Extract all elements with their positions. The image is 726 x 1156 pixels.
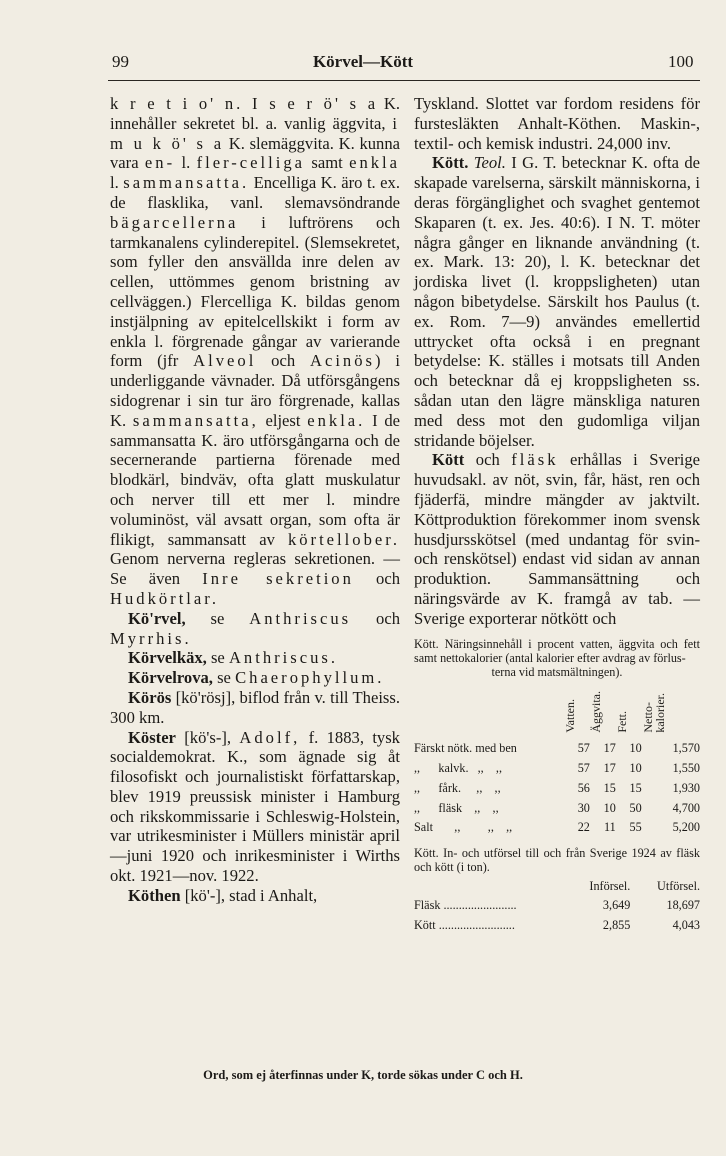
table-row: ,, fläsk ,, ,, 30 10 50 4,700 [414,800,700,815]
nutrition-table-caption-end: terna vid matsmältningen). [491,664,623,679]
table-row: Salt ,, ,, ,, 22 11 55 5,200 [414,820,700,835]
trade-table [414,877,700,936]
entry-kott-teol: Kött. Teol. I G. T. betecknar K. ofta de skapade varelserna, särskilt människorna, i deras förgänglighet och svaghet gentemot Skaparen (t. ex. Jes. 40:6). I N. T. möter några gånger en liknande användning (t. ex. Mark. 13: 20), l. K. betecknar det jordiska livet (l. kroppsligheten) utan någon bibetydelse. Särskilt hos Paulus (t. ex. Rom. 7—9) användes emellertid uttrycket ofta också i en pregnant betydelse: K. ställes i motsats till Anden och betecknar då ej kroppsligheten ss. sådan utan den lägre mänskliga naturen med dess mot den gudomliga viljan stridande böjelser. [414,153,700,450]
left-column [110,94,400,906]
table-row: ,, fårk. ,, ,, 56 15 15 1,930 [414,780,700,795]
page-number-left: 99 [112,52,129,71]
column-header-vatten: Vatten. [563,698,577,733]
column-header-import: Införsel. [589,878,631,893]
column-header-aggvita: Äggvita. [588,690,603,733]
right-column [414,94,700,936]
table-row: Kött ......................... 2,855 4,043 [414,918,700,933]
page-number-right: 100 [668,52,694,71]
entry-korvelkax: Körvelkäx, se Anthriscus. [128,648,338,668]
entry-korvel: Kö'rvel, se Anthriscus och Myrrhis. [110,608,400,648]
entry-korvelrova: Körvelrova, se Chaerophyllum. [128,668,385,688]
nutrition-table [414,683,700,838]
trade-table-caption: Kött. In- och utförsel till och från Sverige 1924 av fläsk och kött (i ton). [414,846,700,875]
running-head: Körvel—Kött [312,52,414,71]
entry-kott-och-flask: Kött och fläsk erhållas i Sverige huvudsakl. av nöt, svin, får, häst, ren och fjäderfä, mindre mängder av jaktvilt. Köttproduktion förekommer inom svensk husdjursskötsel (med undantag för svin- och renskötsel) endast vid sidan av annan produktion. Sammansättning och näringsvärde av K. framgå av tab. — Sverige exporterar nötkött och [414,450,700,628]
page-footer-note: Ord, som ej återfinnas under K, torde sökas under C och H. [203,1068,523,1082]
entry-kothen-continuation: Tyskland. Slottet var fordom residens för furstesläkten Anhalt-Köthen. Maskin-, textil- och kemisk industri. 24,000 inv. [414,94,700,153]
entry-korteln-continuation: k r e t i o' n. I s e r ö' s a K. innehåller sekretet bl. a. vanlig äggvita, i m u k ö' s a K. slemäggvita. K. kunna vara en- l. fler-celliga samt enkla l. sammansatta. Encelliga K. äro t. ex. de flasklika, vanl. slemavsöndrande bägarcellerna i luftrörens och tarmkanalens cylinderepitel. (Slemsekretet, som fyller den ansvällda inre delen av cellen, uttömmes genom bristning av cellväggen.) Flercelliga K. bildas genom instjälpning av epitelcellskikt i form av enkla l. förgrenade gångar av varierande form (jfr Alveol och Acinös) i underliggande vävnader. Då utförsgångens sidogrenar i sin tur äro förgrenade, kallas K. sammansatta, eljest enkla. I de sammansatta K. äro utförsgångarna och de secernerande partierna förenade med blodkärl, bindväv, ofta glatt muskulatur och nerver till ett mer l. mindre voluminöst, väl avsatt organ, som ofta är flikigt, sammansatt av körtellober. Genom nerverna regleras sekretionen. — Se även Inre sekretion och Hudkörtlar. [110,94,401,608]
table-row: Färskt nötk. med ben 57 17 10 1,570 [414,741,700,756]
column-header-export: Utförsel. [657,878,700,893]
table-row: ,, kalvk. ,, ,, 57 17 10 1,550 [414,760,700,775]
column-header-nettokalorier: Netto- kalorier. [640,692,667,733]
entry-koster: Köster [kö's-], Adolf, f. 1883, tysk socialdemokrat. K., som ägnade sig åt filosofiskt och journalistiskt författarskap, blev 1919 preussisk minister i Hamburg och rikskommissarie i Schleswig-Holstein, var utrikesminister i Müllers ministär april —juni 1920 och inrikesminister i Wirths okt. 1921—nov. 1922. [110,727,400,886]
header-rule [108,80,700,81]
entry-kothen: Köthen [kö'-], stad i Anhalt, [128,885,318,905]
column-header-fett: Fett. [614,710,629,733]
table-row: Fläsk ........................ 3,649 18,697 [414,898,700,913]
nutrition-table-caption: Kött. Näringsinnehåll i procent vatten, äggvita och fett samt nettokalorier (antal kalorier efter avdrag av förlus- [414,636,700,665]
entry-koros: Körös [kö'rösj], biflod från v. till Theiss. 300 km. [110,687,400,727]
